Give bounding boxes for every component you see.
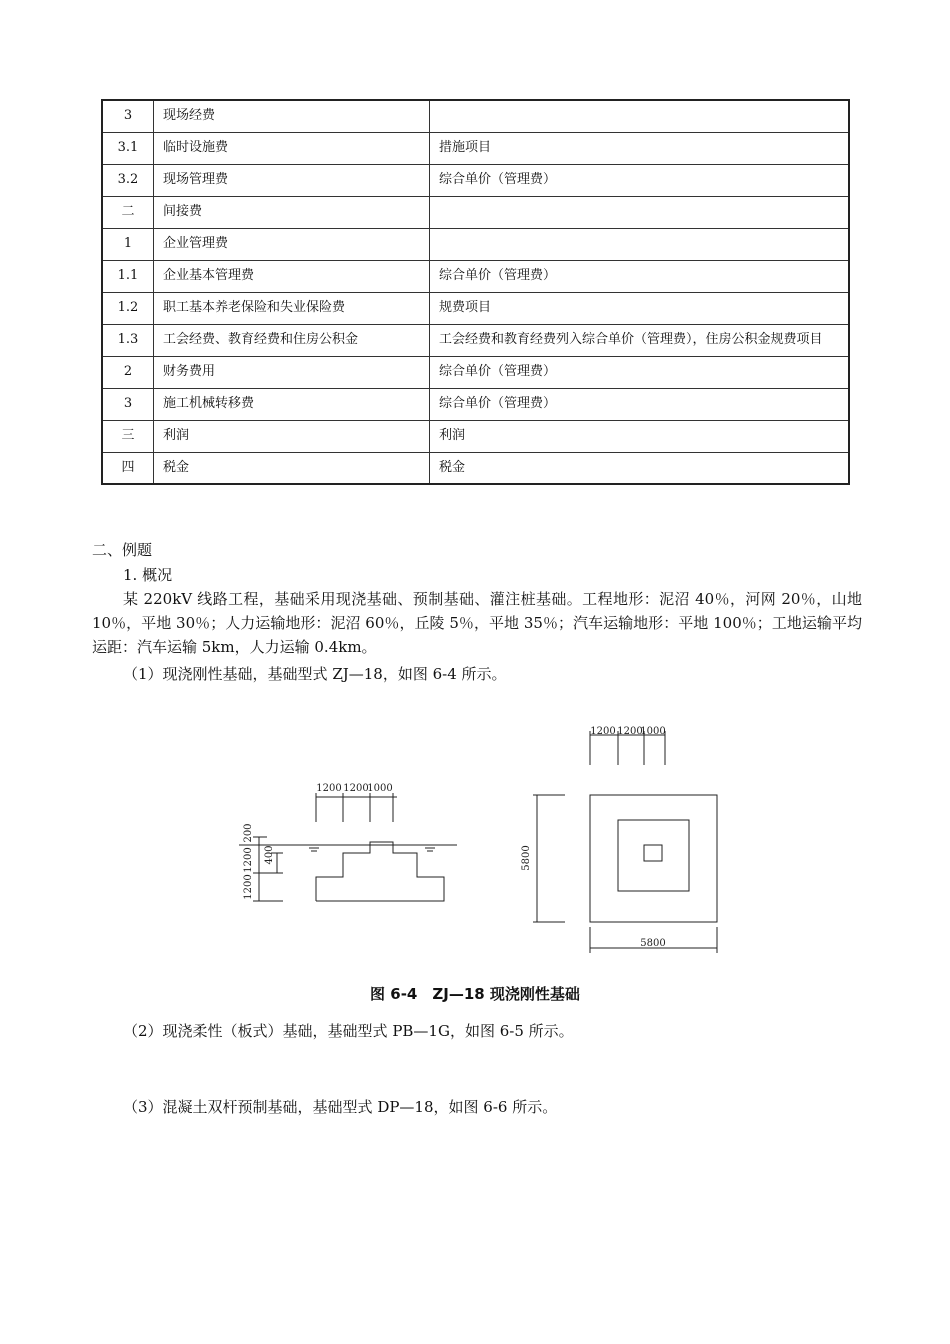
plan-middle [618, 820, 689, 891]
overview-paragraph: 某 220kV 线路工程，基础采用现浇基础、预制基础、灌注桩基础。工程地形：泥沼 40％，河网 20％，山地 10％，平地 30％；人力运输地形：泥沼 60％，丘陵 5％，平地 35％；汽车运输地形：平地 100％；工地运输平均运距：汽车运输 5km，人力运输 0.4km。 [92, 590, 862, 656]
row-number-cell: 三 [102, 420, 154, 452]
plan-dim-3: 1000 [640, 726, 666, 737]
fee-note-cell: 工会经费和教育经费列入综合单价（管理费），住房公积金规费项目 [430, 324, 850, 356]
section-dim-2: 1200 [343, 783, 369, 794]
fee-name-cell: 企业基本管理费 [154, 260, 430, 292]
table-row [102, 164, 849, 196]
table-row [102, 452, 849, 484]
section-heading: 二、例题 [92, 541, 153, 559]
item-2: （2）现浇柔性（板式）基础，基础型式 PB—1G，如图 6-5 所示。 [123, 1022, 574, 1040]
table-row [102, 324, 849, 356]
fee-note-cell [430, 196, 850, 228]
fee-name-cell: 间接费 [154, 196, 430, 228]
fee-name-cell: 企业管理费 [154, 228, 430, 260]
fee-name-cell: 财务费用 [154, 356, 430, 388]
fee-name-cell: 税金 [154, 452, 430, 484]
fee-name-cell: 职工基本养老保险和失业保险费 [154, 292, 430, 324]
item-3: （3）混凝土双杆预制基础，基础型式 DP—18，如图 6-6 所示。 [123, 1098, 558, 1116]
plan-outer [590, 795, 717, 922]
row-number-cell: 四 [102, 452, 154, 484]
subsection-heading: 1. 概况 [123, 566, 173, 584]
foundation-figure [225, 715, 745, 965]
plan-height-dim: 5800 [521, 845, 532, 871]
figure-caption: 图 6-4 ZJ—18 现浇刚性基础 [370, 985, 580, 1003]
table-row [102, 388, 849, 420]
fee-note-cell [430, 100, 850, 132]
row-number-cell: 2 [102, 356, 154, 388]
fee-name-cell: 临时设施费 [154, 132, 430, 164]
fee-name-cell: 现场管理费 [154, 164, 430, 196]
fee-name-cell: 现场经费 [154, 100, 430, 132]
fee-note-cell: 利润 [430, 420, 850, 452]
row-number-cell: 1.2 [102, 292, 154, 324]
row-number-cell: 3.1 [102, 132, 154, 164]
fee-name-cell: 工会经费、教育经费和住房公积金 [154, 324, 430, 356]
section-left-dim-2: 1200 [243, 847, 254, 873]
row-number-cell: 1.1 [102, 260, 154, 292]
fee-note-cell: 综合单价（管理费） [430, 356, 850, 388]
fee-note-cell: 综合单价（管理费） [430, 164, 850, 196]
table-row [102, 132, 849, 164]
fee-name-cell: 利润 [154, 420, 430, 452]
plan-dim-1: 1200 [590, 726, 616, 737]
fee-note-cell: 措施项目 [430, 132, 850, 164]
table-row [102, 356, 849, 388]
row-number-cell: 3.2 [102, 164, 154, 196]
section-left-dim-4: 1200 [243, 874, 254, 900]
item-1: （1）现浇刚性基础，基础型式 ZJ—18，如图 6-4 所示。 [123, 665, 507, 683]
table-row [102, 292, 849, 324]
table-row [102, 228, 849, 260]
section-dim-1: 1200 [316, 783, 342, 794]
section-left-dim-1: 200 [243, 823, 254, 843]
table-row [102, 196, 849, 228]
fee-table [101, 99, 850, 485]
section-outline [316, 842, 444, 901]
table-row [102, 420, 849, 452]
plan-dim-2: 1200 [617, 726, 643, 737]
section-left-dim-3: 400 [264, 845, 275, 865]
row-number-cell: 1.3 [102, 324, 154, 356]
plan-width-dim: 5800 [640, 938, 666, 949]
fee-note-cell [430, 228, 850, 260]
fee-note-cell: 规费项目 [430, 292, 850, 324]
table-row [102, 100, 849, 132]
section-dim-3: 1000 [367, 783, 393, 794]
table-row [102, 260, 849, 292]
fee-note-cell: 综合单价（管理费） [430, 260, 850, 292]
fee-name-cell: 施工机械转移费 [154, 388, 430, 420]
foundation-drawing [225, 715, 745, 965]
row-number-cell: 3 [102, 100, 154, 132]
row-number-cell: 1 [102, 228, 154, 260]
plan-column [644, 845, 662, 861]
fee-note-cell: 综合单价（管理费） [430, 388, 850, 420]
fee-table-body [102, 100, 849, 484]
row-number-cell: 3 [102, 388, 154, 420]
row-number-cell: 二 [102, 196, 154, 228]
fee-note-cell: 税金 [430, 452, 850, 484]
